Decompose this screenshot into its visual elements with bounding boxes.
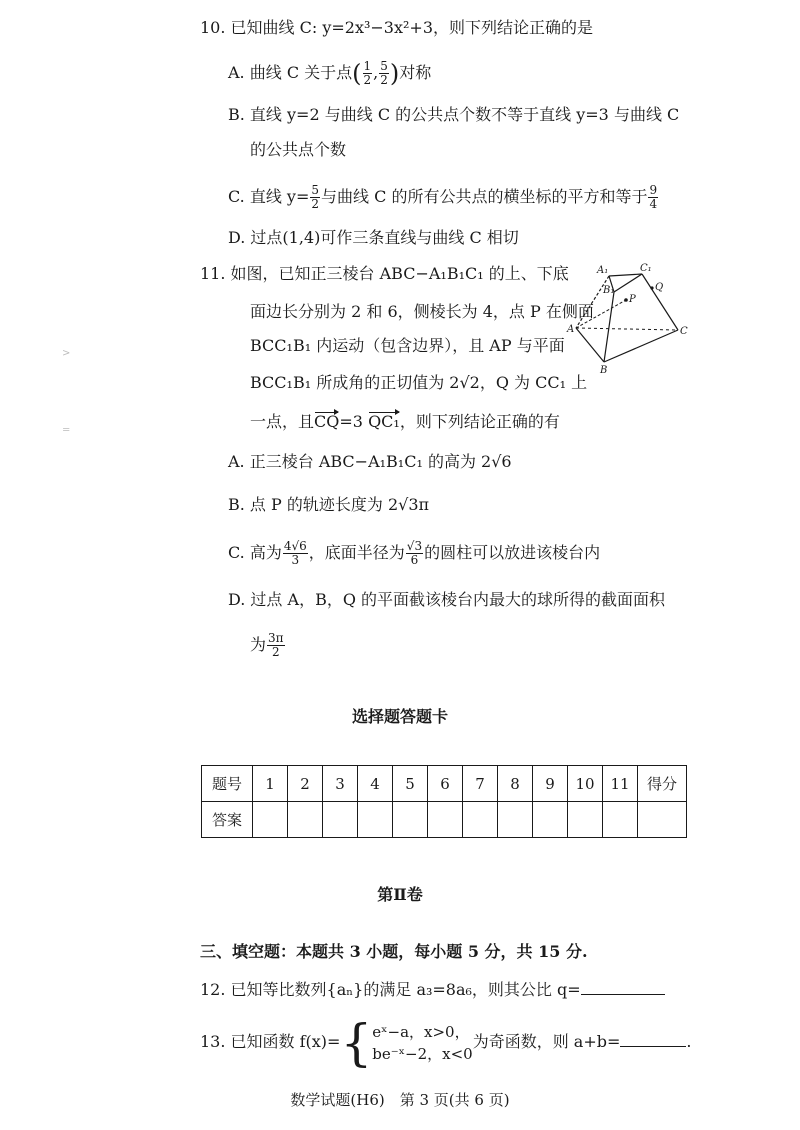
frac-denominator: 2 [311,197,320,211]
frac-denominator: 4 [649,197,658,211]
q10-option-c-mid: 与曲线 C 的所有公共点的横坐标的平方和等于 [321,187,648,206]
q11-option-b: B. 点 P 的轨迹长度为 2√3π [228,495,430,514]
question-number-cell: 2 [288,766,323,802]
page-footer: 数学试题(H6) 第 3 页(共 6 页) [290,1091,510,1109]
frac-numerator: 4√6 [283,539,307,553]
answer-cell[interactable] [428,802,463,838]
label-a: A [567,324,575,335]
label-a1: A₁ [597,265,609,276]
vector-qc1: QC₁ [368,412,400,431]
frac-denominator: 2 [380,73,388,87]
label-b: B [600,365,608,376]
q13-pre: 13. 已知函数 f(x)= [200,1032,341,1051]
q11-line5-mid: =3 [339,412,363,431]
q13-post: 为奇函数，则 a+b= [472,1032,621,1051]
q11-line2: 面边长分别为 2 和 6，侧棱长为 4，点 P 在侧面 [250,302,594,321]
q10-c-frac2 [648,184,658,211]
q10-a-frac-x [363,60,373,87]
answer-cell[interactable] [568,802,603,838]
q13-answer-blank[interactable] [620,1032,686,1047]
question-number-cell: 9 [533,766,568,802]
q13-case1: eˣ−a，x>0， [372,1022,470,1041]
q11-option-d-pre: 为 [250,635,267,654]
question-number-cell: 8 [498,766,533,802]
answer-cell[interactable] [533,802,568,838]
answer-label: 答案 [202,802,253,838]
frac-denominator: 2 [271,645,280,659]
q11-line4: BCC₁B₁ 所成角的正切值为 2√2，Q 为 CC₁ 上 [250,373,588,392]
q10-option-b-line2: 的公共点个数 [250,140,347,159]
q10-option-a: A. 曲线 C 关于点( $\frac{1}{2}$ , $\frac{5}{2}$ )对称 [228,59,432,88]
q13-end: . [686,1032,692,1051]
piecewise-cases [372,1021,472,1065]
q11-option-d-line2 [250,632,286,659]
right-paren: ) [389,59,400,88]
question-number-cell: 5 [393,766,428,802]
q11-line3: BCC₁B₁ 内运动（包含边界），且 AP 与平面 [250,336,565,355]
piecewise-brace: { [340,1013,373,1072]
margin-mark-2: = [62,425,71,436]
vector-cq: CQ [314,412,340,431]
q11-c-frac-radius [406,540,423,567]
label-q: Q [655,282,664,293]
question-number-cell: 10 [568,766,603,802]
q11-option-c [228,540,600,567]
q11-c-frac-height [283,540,308,567]
label-c1: C₁ [640,263,652,274]
q13 [200,1012,692,1072]
answer-cell[interactable] [323,802,358,838]
frac-numerator: 9 [649,183,658,197]
part2-title: 第Ⅱ卷 [377,885,423,904]
q11-line5-pre: 一点，且 [250,412,315,431]
question-number-cell: 3 [323,766,358,802]
q10-option-b-line1: B. 直线 y=2 与曲线 C 的公共点个数不等于直线 y=3 与曲线 C [228,105,680,124]
q10-option-a-post: 对称 [399,63,432,82]
q13-case2: be⁻ˣ−2，x<0 [372,1044,473,1063]
margin-mark-1: > [62,348,71,359]
frac-numerator: 5 [311,183,320,197]
q11-line1: 11. 如图，已知正三棱台 ABC−A₁B₁C₁ 的上、下底 [200,264,569,283]
q11-option-d-line1: D. 过点 A，B，Q 的平面截该棱台内最大的球所得的截面面积 [228,590,666,609]
answer-card-header-row [202,766,687,802]
score-label: 得分 [638,766,687,802]
q10-option-d: D. 过点(1,4)可作三条直线与曲线 C 相切 [228,228,519,247]
fill-in-section-heading: 三、填空题：本题共 3 小题，每小题 5 分，共 15 分. [200,942,588,961]
q11-option-c-pre: C. 高为 [228,543,282,562]
q12-text: 12. 已知等比数列{aₙ}的满足 a₃=8a₆，则其公比 q= [200,980,581,999]
q11-option-c-mid: ，底面半径为 [308,543,405,562]
label-c: C [680,326,688,337]
q12-answer-blank[interactable] [581,980,665,995]
q10-option-a-text: A. 曲线 C 关于点 [228,63,353,82]
frac-numerator: √3 [406,539,423,553]
answer-cell[interactable] [358,802,393,838]
left-paren: ( [352,59,362,88]
q10-c-frac [310,184,320,211]
answer-card-table [201,765,687,838]
answer-cell[interactable] [288,802,323,838]
label-p: P [629,294,636,305]
question-number-cell: 6 [428,766,463,802]
frac-denominator: 2 [363,73,372,87]
q10-stem: 10. 已知曲线 C: y=2x³−3x²+3，则下列结论正确的是 [200,18,594,37]
answer-cell[interactable] [603,802,638,838]
answer-cell[interactable] [498,802,533,838]
answer-cell[interactable] [393,802,428,838]
q11-line5 [250,412,560,432]
q11-line5-post: ，则下列结论正确的有 [399,412,560,431]
question-number-cell: 4 [358,766,393,802]
frac-numerator: 1 [363,59,372,73]
frac-denominator: 3 [291,553,300,567]
answer-card-answer-row [202,802,687,838]
question-number-label: 题号 [202,766,253,802]
answer-cell[interactable] [253,802,288,838]
q10-a-frac-y [379,60,389,87]
question-number-cell: 11 [603,766,638,802]
answer-card-title: 选择题答题卡 [351,707,448,726]
q11-d-frac [267,632,285,659]
question-number-cell: 1 [253,766,288,802]
q10-option-c [228,184,659,211]
q10-option-c-pre: C. 直线 y= [228,187,310,206]
answer-cell[interactable] [463,802,498,838]
q11-option-a: A. 正三棱台 ABC−A₁B₁C₁ 的高为 2√6 [228,452,512,471]
frac-numerator: 3π [268,631,284,645]
q11-option-c-post: 的圆柱可以放进该棱台内 [424,543,601,562]
q12 [200,980,665,1000]
frustum-figure [566,262,696,377]
question-number-cell: 7 [463,766,498,802]
label-b1: B₁ [603,285,615,296]
score-cell[interactable] [638,802,687,838]
frac-numerator: 5 [380,59,388,73]
frac-denominator: 6 [410,553,419,567]
